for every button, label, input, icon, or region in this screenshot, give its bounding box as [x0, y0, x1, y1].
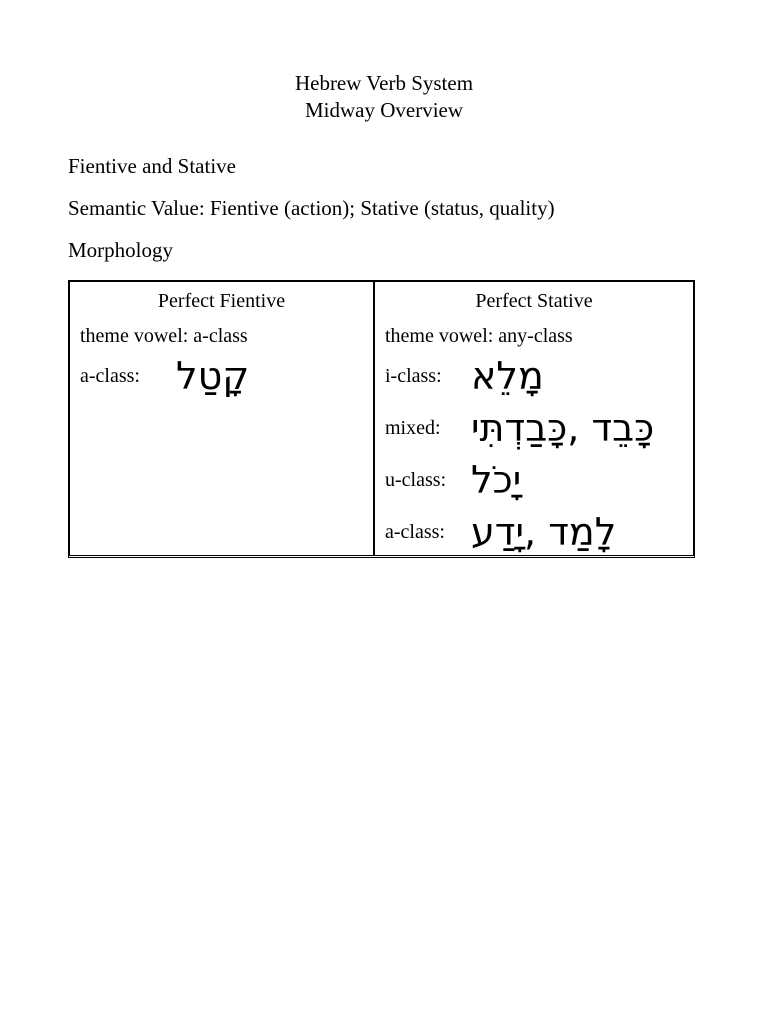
- perfect-fientive-header: Perfect Fientive: [157, 290, 286, 312]
- stative-row-hebrew: יָכֹל: [471, 458, 522, 502]
- stative-row-hebrew: כָּבֵד ,כָּבַדְתִּי: [471, 406, 655, 450]
- stative-theme-vowel: theme vowel: any-class: [385, 325, 573, 347]
- fientive-row-label: a-class:: [80, 364, 140, 387]
- morphology-table: [68, 280, 695, 558]
- fientive-theme-vowel: theme vowel: a-class: [80, 325, 248, 347]
- document-title: Hebrew Verb System: [294, 71, 474, 95]
- perfect-stative-column: [375, 282, 693, 555]
- section-heading: Fientive and Stative: [68, 154, 236, 178]
- fientive-row-a-class: [80, 354, 249, 398]
- stative-row-mixed: [385, 406, 654, 450]
- fientive-row-hebrew: קָטַל: [176, 354, 250, 398]
- stative-row-a-class: [385, 510, 616, 554]
- document-subtitle: Midway Overview: [304, 98, 464, 122]
- perfect-stative-header: Perfect Stative: [475, 290, 593, 312]
- stative-row-i-class: [385, 354, 544, 398]
- stative-row-u-class: [385, 458, 521, 502]
- stative-row-label: i-class:: [385, 364, 442, 387]
- perfect-fientive-column: [70, 282, 375, 555]
- stative-row-label: a-class:: [385, 520, 445, 543]
- morphology-heading: Morphology: [68, 238, 173, 262]
- semantic-value-line: Semantic Value: Fientive (action); Stative (status, quality): [68, 196, 555, 220]
- stative-row-label: u-class:: [385, 468, 447, 491]
- document-title-block: [0, 70, 768, 124]
- stative-row-hebrew: לָמַד ,יָדַע: [471, 510, 617, 554]
- stative-row-hebrew: מָלֵא: [471, 354, 544, 398]
- stative-row-label: mixed:: [385, 416, 441, 439]
